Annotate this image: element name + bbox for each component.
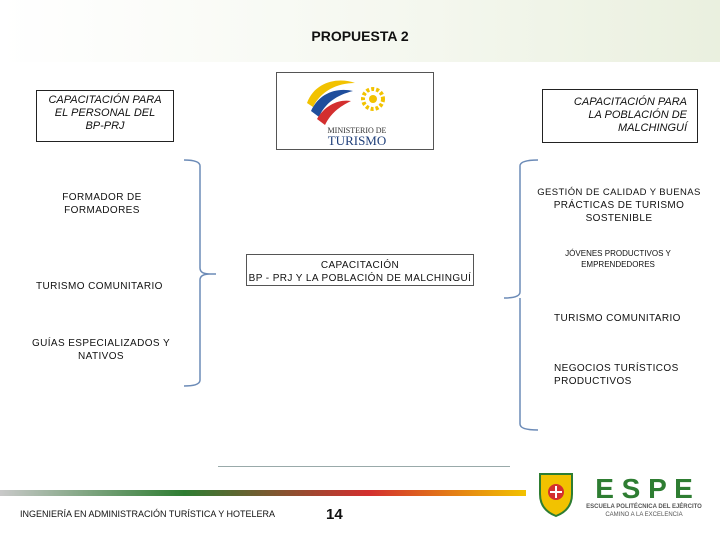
gestion-line-3: SOSTENIBLE [585,213,653,224]
right-box-line-3: MALCHINGUÍ [617,122,687,134]
right-box-line-2: LA POBLACIÓN DE [588,109,687,121]
espe-logo [532,468,714,520]
left-item-guias [20,337,182,363]
ministry-logo [276,72,434,150]
left-box-line-1: CAPACITACIÓN PARA [48,94,162,106]
page-title: PROPUESTA 2 [311,28,409,44]
center-line-1: CAPACITACIÓN [320,260,400,271]
right-item-turismo: TURISMO COMUNITARIO [554,313,681,324]
espe-sub-2: CAMINO A LA EXCELENCIA [605,512,683,518]
left-box-line-3: BP-PRJ [85,120,125,132]
left-training-box [36,90,174,142]
gestion-line-1: GESTIÓN DE CALIDAD Y BUENAS [537,187,701,198]
negocios-line-1: NEGOCIOS TURÍSTICOS [554,363,679,374]
right-item-negocios [554,362,679,388]
footer-stripe [0,490,526,496]
formador-line-1: FORMADOR DE [62,192,142,203]
right-item-gestion [528,186,710,225]
gestion-line-2: PRÁCTICAS DE TURISMO [553,200,685,211]
logo-line-1: MINISTERIO DE [327,126,387,135]
guias-line-2: NATIVOS [78,351,124,362]
right-box-line-1: CAPACITACIÓN PARA [573,96,687,108]
espe-shield-icon [532,468,714,520]
ministry-emblem-icon [277,73,433,149]
left-bracket [176,156,232,392]
right-training-box [542,89,698,143]
guias-line-1: GUÍAS ESPECIALIZADOS Y [31,338,171,349]
right-item-jovenes [548,248,688,270]
negocios-line-2: PRODUCTIVOS [554,376,632,387]
espe-sub-1: ESCUELA POLITÉCNICA DEL EJÉRCITO [586,504,702,510]
footer-text: INGENIERÍA EN ADMINISTRACIÓN TURÍSTICA Y HOTELERA [20,509,276,519]
formador-line-2: FORMADORES [64,205,140,216]
left-box-line-2: EL PERSONAL DEL [54,107,156,119]
center-training-box [246,254,474,286]
divider-line [218,466,510,467]
espe-brand-text: E S P E [595,473,693,504]
jovenes-line-2: EMPRENDEDORES [581,260,655,269]
logo-line-2: TURISMO [327,133,387,148]
left-item-formador [58,191,146,217]
jovenes-line-1: JÓVENES PRODUCTIVOS Y [565,249,671,258]
page-number: 14 [326,506,343,523]
left-item-turismo: TURISMO COMUNITARIO [36,281,163,292]
center-line-2: BP - PRJ Y LA POBLACIÓN DE MALCHINGUÍ [248,273,472,284]
